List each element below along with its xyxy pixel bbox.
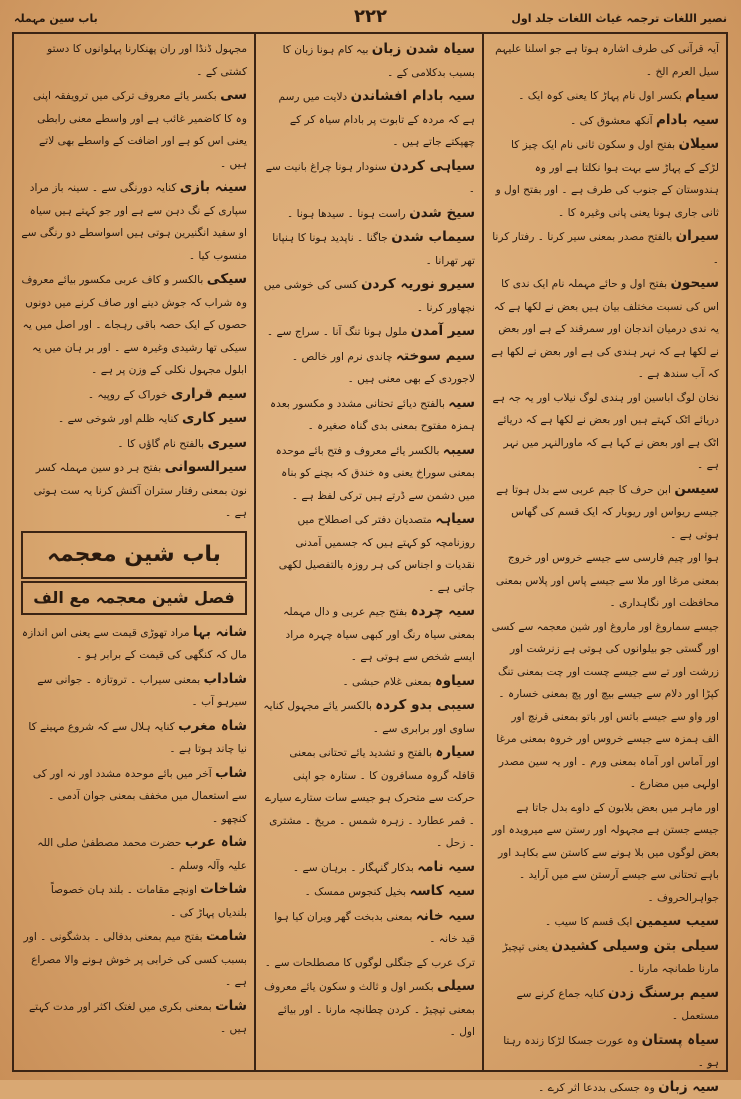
entry-headword: سیماب شدن — [391, 229, 475, 245]
entry-headword: شاخات — [200, 881, 247, 897]
entry-headword: سیارہ — [435, 744, 475, 760]
entry-definition: اور ماہر میں بعض بلابون کے داوے بدل جاتا ہے جیسے جستن ہے مجہولہ اور رستن سے میرویدہ اور بعض لوگوں میں بلا ہونے سے کاستن سے بکاہد اور باہے تحتانی سے جیسے آرستن سے میں آراید ۔ جواہرالحروف ۔ — [492, 802, 719, 904]
entry-headword: سیہ بادام — [656, 112, 719, 128]
dictionary-entry — [263, 670, 475, 694]
dictionary-entry — [263, 880, 475, 904]
entry-definition: ترک عرب کے جنگلی لوگوں کا مصطلحات سے ۔ — [265, 957, 475, 969]
dictionary-entry — [21, 762, 247, 831]
entry-headword: سیسن — [674, 481, 719, 497]
entry-definition: حضرت محمد مصطفیٰ صلی اللہ علیہ وآلہ وسلم ۔ — [37, 837, 247, 872]
entry-definition: چاندی نرم اور خالص ۔ لاجوردی کے بھی معنی ہیں ۔ — [292, 351, 475, 386]
dictionary-entry — [491, 272, 719, 386]
dictionary-entry — [21, 176, 247, 267]
entry-definition: بفتح میم بمعنی بدفالی ۔ بدشگونی ۔ اور بسبب کسی کی خرابی پر خوش ہونے والا مصراع ہے ۔ — [24, 931, 247, 988]
column-middle — [254, 34, 482, 1070]
entry-definition: نخان لوگ اباسین اور ہندی لوگ نیلاب اور یہ جہ ہے دریائے اٹک کہتے ہیں اور بعض نے لکھا ہے کہ دریائے اٹک ہے اور بعض نے کہا ہے کہ ماورالنہر میں نہر ہے ۔ — [493, 392, 719, 472]
dictionary-entry — [263, 600, 475, 669]
section-heading-bab: باب شین معجمہ — [21, 531, 247, 579]
entry-definition: وہ عورت جسکا لڑکا زندہ رہتا ہو ۔ — [503, 1035, 719, 1070]
dictionary-entry — [491, 1029, 719, 1075]
page-number: ۲۲۲ — [14, 6, 727, 27]
entry-headword: سی — [220, 87, 247, 103]
dictionary-entry — [263, 345, 475, 391]
entry-headword: سیلی بتن وسیلی کشیدن — [551, 938, 719, 954]
entry-headword: سیم برسنگ زدن — [608, 985, 719, 1001]
dictionary-entry — [263, 155, 475, 201]
dictionary-entry — [491, 38, 719, 83]
entry-headword: سیاوہ — [435, 673, 475, 689]
dictionary-entry — [263, 392, 475, 438]
dictionary-entry — [263, 952, 475, 975]
entry-definition: بدکار گنہگار ۔ برہان سے ۔ — [293, 862, 414, 874]
entry-definition: کسی کی خوشی میں نچھاور کرنا ۔ — [264, 279, 475, 314]
dictionary-entry — [263, 905, 475, 951]
dictionary-entry — [263, 320, 475, 344]
entry-headword: سیلان — [678, 136, 719, 152]
entry-definition: متصدیان دفتر کی اصطلاح میں روزنامچہ کو کہتے ہیں کہ جسمیں آمدنی نقدیات و اجناس کی ہر روزہ بالتفصیل لکھی جاتی ہے ۔ — [279, 514, 475, 594]
entry-definition: وہ جسکی بددعا اثر کرے ۔ — [538, 1082, 655, 1094]
dictionary-entry — [491, 478, 719, 547]
entry-headword: سیہ زبان — [658, 1079, 719, 1095]
entry-headword: سیہ کاسہ — [409, 883, 475, 899]
page-header — [14, 6, 727, 32]
dictionary-entry — [21, 407, 247, 431]
dictionary-entry — [21, 878, 247, 924]
entry-definition: بالفتح و تشدید یائے تحتانی بمعنی قافلہ گروہ مسافرون کا ۔ ستارہ جو اپنی حرکت سے متحرک ہو جیسے سات ستارے سیارے ۔ قمر عطارد ۔ زہرہ شمس ۔ مریخ ۔ مشتری ۔ زحل ۔ — [265, 747, 475, 849]
dictionary-entry — [21, 995, 247, 1041]
entry-definition: بالکسر و کاف عربی مکسور بیائے معروف وہ شراب کہ جوش دینے اور صاف کرنے میں دونوں حصوں کے ایک حصہ باقی رہجاے ۔ اور اصل میں یہ سیکی تھا رشیدی وغیرہ سے ۔ اور بر ہان میں یہ ابلول مجہول نکلی کے وزن پر ہے ۔ — [21, 274, 247, 376]
dictionary-entry — [491, 1076, 719, 1099]
entry-definition: بمعنی غلام حبشی ۔ — [342, 676, 431, 688]
dictionary-entry — [263, 856, 475, 880]
entry-headword: سیاہہ — [435, 511, 475, 527]
dictionary-entry — [491, 935, 719, 981]
entry-headword: سیران — [676, 228, 719, 244]
dictionary-entry — [263, 741, 475, 855]
entry-definition: بکسر اول نام پہاڑ کا یعنی کوہ ایک ۔ — [518, 90, 682, 102]
entry-definition: کنایہ دورنگی سے ۔ سینہ باز مراد سپاری کے نگ دہن سے ہے اور جو کہتے ہیں سیاہ او سفید انگنیرین ہوتی ہیں اسواسطے دو رنگی سے منسوب کیا ۔ — [21, 182, 247, 262]
dictionary-entry — [21, 456, 247, 525]
entry-definition: کنایہ ظلم اور شوخی سے ۔ — [58, 413, 179, 425]
dictionary-entry — [263, 226, 475, 272]
dictionary-entry — [263, 85, 475, 154]
entry-definition: بکسر اول و ثالث و سکون یائے معروف بمعنی تپچیڑ ۔ کردن چطانچہ مارنا ۔ اور بیائے اول ۔ — [264, 981, 475, 1038]
entry-headword: شانہ بہا — [193, 624, 247, 640]
entry-definition: بفتح جیم عربی و دال مہملہ بمعنی سیاہ رنگ اور کبھی سیاہ چہرہ مراد ایسے شخص سے ہوتی ہے ۔ — [283, 606, 475, 663]
entry-definition: اونچے مقامات ۔ بلند ہان خصوصاً بلندیاں پہاڑ کی ۔ — [51, 884, 247, 919]
entry-definition: بمعنی بدبخت گھر ویران کیا ہوا قید خانہ ۔ — [274, 911, 475, 946]
entry-headword: سیر کاری — [182, 410, 247, 426]
entry-headword: سیہ چردہ — [411, 603, 475, 619]
dictionary-entry — [491, 982, 719, 1028]
entry-definition: خوراک کے روپیہ ۔ — [88, 389, 168, 401]
entry-definition: آیہ قرآنی کی طرف اشارہ ہوتا ہے جو اسلنا علیہم سیل العرم الخ ۔ — [495, 43, 719, 78]
entry-definition: بفتح اول و سکون ثانی نام ایک چیز کا لڑکے کے پہاڑ سے بہت ہوا نکلتا ہے اور وہ ہندوستان کے جنوب کی طرف ہے ۔ اور بفتح اول و ثانی جاری ہونا یعنی پانی وغیرہ کا ۔ — [496, 139, 719, 219]
entry-definition: بمعنی بکری میں لغتک اکثر اور مدت کہتے ہیں ۔ — [29, 1001, 247, 1036]
entry-definition: بفتح اول و حائے مہملہ نام ایک ندی کا اس کی نسبت مختلف بیان ہیں بعض نے لکھا ہے کہ یہ ندی درمیان اندجان اور سمرقند کے ہے اور بعض نے لکھا ہے کہ نہر ہندی کی ہے اور بعض نے لکھا ہے کہ آب سندھ ہے ۔ — [491, 278, 719, 380]
entry-definition: کنایہ جماع کرنے سے مستعمل ۔ — [516, 988, 719, 1023]
dictionary-entry — [263, 273, 475, 319]
entry-definition: جاگنا ۔ ناپدید ہونا کا ہنپانا تھر تھرانا ۔ — [272, 232, 475, 267]
column-right — [482, 34, 726, 1070]
dictionary-entry — [21, 925, 247, 994]
entry-definition: جیسے سماروغ اور ماروغ اور شین معجمہ سے کسی اور گستی جو بیلوانوں کی ہوتی ہے زنرشت اور زرشت اور تے سے جیسے چست اور چت بمعنی تنگ کپڑا اور دلام سے جیسے بیچ اور پچ بمعنی خسارہ ۔ اور واو سے جیسے باتس اور باتو بمعنی قرنچ اور الف ہمزہ سے جیسے خروس اور خروہ بمعنی مرغا اور آماس اور آماہ بمعنی ورم ۔ اور یہ سین مصدر اولہی میں مضارع ۔ — [492, 621, 719, 791]
entry-headword: سیاہی کردن — [390, 158, 475, 174]
entry-definition: بالفتح نام گاؤں کا ۔ — [117, 438, 204, 450]
book-title: نصیر اللغات ترجمہ غیاث اللغات جلد اول — [511, 12, 727, 25]
dictionary-entry — [263, 439, 475, 508]
dictionary-entry — [21, 668, 247, 714]
dictionary-entry — [263, 38, 475, 84]
entry-headword: سیکی — [207, 271, 247, 287]
entry-headword: سینہ بازی — [180, 179, 247, 195]
entry-headword: سیہ بادام افشاندن — [351, 88, 475, 104]
entry-definition: مجہول ڈنڈا اور ران پھنکارنا پہلوانوں کا دستو کشتی کے ۔ — [47, 43, 247, 78]
entry-headword: سیلی — [437, 978, 475, 994]
entry-headword: سیہ خانہ — [416, 908, 475, 924]
entry-definition: ملول ہونا تنگ آنا ۔ سراج سے ۔ — [267, 326, 408, 338]
entry-definition: کنایہ ہلال سے کہ شروع مہینے کا نیا چاند ہوتا ہے ۔ — [28, 721, 247, 756]
entry-headword: شات — [215, 998, 247, 1014]
entry-headword: سیاہ پستان — [642, 1032, 719, 1048]
entry-definition: بالفتح مصدر بمعنی سیر کرنا ۔ رفتار کرنا ۔ — [492, 231, 719, 266]
entry-definition: سنودار ہونا چراغ بانیت سے ۔ — [266, 161, 475, 196]
dictionary-entry — [21, 383, 247, 407]
entry-definition: ہوا اور چیم فارسی سے جیسے خروس اور خروج بمعنی مرغا اور ملا سے جیسے پاس اور پلاس بمعنی محافظت اور نگاہداری ۔ — [496, 552, 719, 609]
dictionary-entry — [263, 694, 475, 740]
entry-definition: مراد تھوڑی قیمت سے یعنی اس اندازہ مال کہ کنگھی کی قیمت کے برابر ہو ۔ — [22, 627, 247, 662]
entry-definition: بالفتح دیائے تحتانی مشدد و مکسور بعدہ ہمزہ مفتوح بمعنی بدی گناہ صغیرہ ۔ — [270, 398, 475, 433]
column-left — [14, 34, 254, 1070]
dictionary-entry — [491, 84, 719, 108]
section-heading-fasl: فصل شین معجمہ مع الف — [21, 581, 247, 615]
entry-definition: بفتح ہر دو سین مہملہ کسر نون بمعنی رفتار ستران آکنش کرنا یہ ست ہوتی ہے ۔ — [34, 462, 247, 519]
entry-definition: یعنی تپچیڑ مارنا طمانچہ مارنا ۔ — [503, 941, 719, 976]
entry-definition: ایک قسم کا سیب ۔ — [545, 916, 632, 928]
entry-definition: ابن حرف کا جیم عربی سے بدل ہوتا ہے جیسے ریواس اور ریوبار کہ ایک قسم کی گھاس ہوتی ہے ۔ — [496, 484, 719, 541]
entry-headword: سیم قراری — [171, 386, 247, 402]
entry-definition: دلایت میں رسم ہے کہ مردہ کے تابوت پر بادام سیاہ کر کے چھپکتے جاتے ہیں ۔ — [278, 91, 475, 148]
chapter-title: باب سین مہملہ — [14, 12, 98, 25]
entry-headword: سیرو نوریہ کردن — [361, 276, 475, 292]
dictionary-entry — [491, 225, 719, 271]
entry-definition: بکسر یائے معروف ترکی میں ترویفقہ اپنی وہ کا کاضمیر غائب ہے اور واسطے معنی رابطی یعنی اس کو ہے اور اضافت کے واسطے بھی لاتے ہیں ۔ — [33, 90, 247, 170]
entry-headword: سیہ — [448, 395, 475, 411]
entry-headword: سیحون — [670, 275, 719, 291]
entry-definition: راست ہونا ۔ سیدھا ہونا ۔ — [287, 208, 406, 220]
dictionary-entry — [21, 621, 247, 667]
entry-headword: سیرالسوانی — [165, 459, 247, 475]
dictionary-entry — [21, 38, 247, 83]
dictionary-entry — [491, 616, 719, 796]
dictionary-entry — [21, 831, 247, 877]
entry-definition: آنکھ معشوق کی ۔ — [570, 115, 653, 127]
entry-definition: بمعنی سیراب ۔ تروتازہ ۔ جوانی سے سیرہو آب ۔ — [37, 674, 247, 709]
dictionary-entry — [491, 387, 719, 477]
entry-headword: شاداب — [204, 671, 247, 687]
entry-headword: سیب سیمین — [636, 913, 719, 929]
entry-headword: شاہ عرب — [185, 834, 247, 850]
text-frame — [12, 32, 728, 1072]
dictionary-entry — [491, 910, 719, 934]
entry-headword: سیاہ شدن زبان — [372, 41, 475, 57]
dictionary-entry — [21, 268, 247, 382]
entry-definition: بیہ کام ہونا زبان کا بسبب بدکلامی کے ۔ — [283, 44, 475, 79]
dictionary-entry — [491, 109, 719, 133]
dictionary-entry — [491, 133, 719, 224]
dictionary-entry — [263, 508, 475, 599]
dictionary-entry — [263, 202, 475, 226]
entry-headword: شامت — [206, 928, 247, 944]
dictionary-entry — [263, 975, 475, 1044]
dictionary-entry — [491, 797, 719, 910]
dictionary-entry — [21, 432, 247, 456]
entry-definition: بالکسر یائے معروف و فتح بائے موحدہ بمعنی سوراخ یعنی وہ خندق کہ بچنے کو بناہ میں دشمن سے ڈرتے ہیں ترکی لفظ ہے ۔ — [276, 445, 475, 502]
entry-headword: شاہ مغرب — [178, 718, 247, 734]
entry-headword: سیام — [685, 87, 719, 103]
entry-headword: سیہ نامہ — [417, 859, 475, 875]
dictionary-entry — [21, 715, 247, 761]
entry-headword: سیبی بدو کردہ — [375, 697, 475, 713]
entry-headword: سیبہ — [443, 442, 475, 458]
entry-headword: شاب — [215, 765, 247, 781]
entry-headword: سیم سوختہ — [396, 348, 475, 364]
dictionary-entry — [21, 84, 247, 175]
entry-headword: سیری — [207, 435, 247, 451]
dictionary-entry — [491, 547, 719, 615]
entry-definition: بخیل کنجوس ممسک ۔ — [305, 886, 407, 898]
entry-headword: سیر آمدن — [411, 323, 475, 339]
entry-headword: سیخ شدن — [409, 205, 475, 221]
entry-definition: آخر میں بائے موحدہ مشدد اور نہ اور کی سے استعمال میں مخفف بمعنی جوان آدمی ۔ کنچھو ۔ — [33, 768, 247, 825]
entry-definition: بالکسر یائے مجہول کنایہ ساوی اور برابری سے ۔ — [263, 700, 475, 735]
